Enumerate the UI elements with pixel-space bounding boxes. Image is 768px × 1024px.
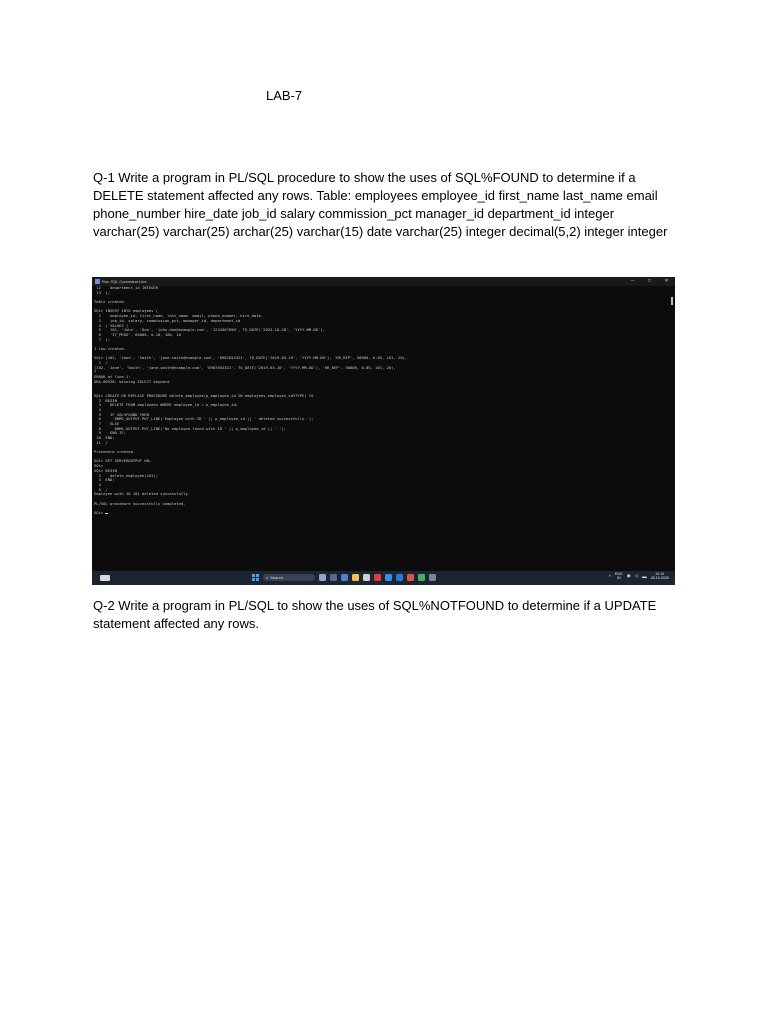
- browser-icon[interactable]: [418, 574, 425, 581]
- console-line: 2 delete_employee(101);: [94, 472, 159, 478]
- console-output: [94, 286, 669, 571]
- scrollbar[interactable]: [671, 297, 673, 305]
- terminal-app-icon[interactable]: [429, 574, 436, 581]
- console-line: SQL> INSERT INTO employees (: [94, 308, 159, 314]
- console-line: SQL> BEGIN: [94, 467, 117, 473]
- console-line: 5 /: [94, 486, 108, 492]
- console-line: 4 ) VALUES (: [94, 322, 129, 328]
- console-line: 4: [94, 481, 101, 487]
- language-indicator[interactable]: ENG IN: [614, 572, 623, 581]
- console-line: Table created.: [94, 299, 127, 305]
- console-line: SQL>: [94, 511, 669, 516]
- taskbar-apps: [252, 574, 436, 581]
- console-line: Procedure created.: [94, 449, 136, 455]
- console-line: 13 );: [94, 289, 111, 295]
- console-line: 3 DELETE FROM employees WHERE employee_id = p_employee_id;: [94, 402, 239, 408]
- store-icon[interactable]: [396, 574, 403, 581]
- page-title: LAB-7: [266, 88, 303, 103]
- console-line: SQL> (102, 'Jane', 'Smith', 'jane.smith@example.com', '0987654321', TO_DATE('2019-03-10', 'YYYY-MM-DD'), 'HR_REP', 50000, 0.05, 101, 20),: [94, 355, 408, 361]
- console-line: 1 row created.: [94, 345, 127, 351]
- minimize-icon[interactable]: ─: [630, 278, 635, 284]
- start-icon[interactable]: [252, 574, 259, 581]
- console-line: 2 BEGIN: [94, 397, 117, 403]
- widgets-icon[interactable]: [100, 575, 110, 581]
- console-line: (102, 'Jane', 'Smith', 'jane.smith@example.com', '0987654321', TO_DATE('2019-03-10', 'YYYY-MM-DD'), 'HR_REP', 50000, 0.05, 101, 20),: [94, 364, 396, 370]
- clock[interactable]: 10:10 28-10-2025: [650, 572, 669, 581]
- copilot-icon[interactable]: [319, 574, 326, 581]
- maximize-icon[interactable]: □: [647, 278, 652, 284]
- console-line: 7 );: [94, 336, 111, 342]
- console-line: 8 DBMS_OUTPUT.PUT_LINE('No employee found with ID ' || p_employee_id || '.');: [94, 425, 287, 431]
- console-line: ORA-00928: missing SELECT keyword: [94, 378, 170, 384]
- taskbar-search[interactable]: [263, 574, 315, 581]
- taskbar: [92, 571, 675, 585]
- console-line: 12 department_id INTEGER: [94, 286, 159, 290]
- question-2: Q-2 Write a program in PL/SQL to show the uses of SQL%NOTFOUND to determine if a UPDATE statement affected any rows.: [93, 598, 657, 631]
- console-line: PL/SQL procedure successfully completed.: [94, 500, 186, 506]
- terminal-screenshot: [92, 277, 675, 585]
- console-line: SQL> SET SERVEROUTPUT ON;: [94, 458, 152, 464]
- chrome-icon[interactable]: [407, 574, 414, 581]
- close-icon[interactable]: ✕: [664, 278, 669, 284]
- edge-icon[interactable]: [385, 574, 392, 581]
- window-titlebar: [92, 277, 675, 286]
- console-line: 4: [94, 406, 101, 412]
- console-line: 5 IF SQL%FOUND THEN: [94, 411, 149, 417]
- console-line: 3 job_id, salary, commission_pct, manager_id, department_id: [94, 317, 241, 323]
- teams-icon[interactable]: [341, 574, 348, 581]
- console-line: 2 employee_id, first_name, last_name, email, phone_number, hire_date,: [94, 313, 264, 319]
- search-icon: ⌕: [266, 575, 269, 580]
- console-line: 5 101, 'John', 'Doe', 'john.doe@example.com', '1234567890', TO_DATE('2025-10-28', 'YYYY-MM-DD'),: [94, 327, 325, 333]
- console-line: 2 /: [94, 360, 108, 365]
- console-line: SQL> CREATE OR REPLACE PROCEDURE delete_employee(p_employee_id IN employees.employee_id%TYPE) IS: [94, 392, 314, 398]
- chevron-up-icon[interactable]: ^: [608, 573, 611, 579]
- wifi-icon[interactable]: ◉: [626, 573, 631, 579]
- question-1: Q-1 Write a program in PL/SQL procedure to show the uses of SQL%FOUND to determine if a DELETE statement affected any rows. Table: employees employee_id first_name last_name email phone_number hire_date job_id salary commission_pct manager_id department_id integer varchar(25) varchar(25) archar(25) varchar(15) date varchar(25) integer decimal(5,2) integer integer: [93, 170, 668, 239]
- console-line: 3 END;: [94, 477, 115, 483]
- window-title: Run SQL Command Line: [102, 279, 147, 284]
- console-line: 7 ELSE: [94, 420, 120, 426]
- console-line: ERROR at line 1:: [94, 374, 131, 380]
- console-line: SQL>: [94, 463, 104, 469]
- search-label: Search: [270, 575, 283, 580]
- console-line: *: [94, 369, 97, 375]
- volume-icon[interactable]: ◁: [634, 573, 639, 579]
- battery-icon[interactable]: ▬: [642, 573, 647, 579]
- youtube-icon[interactable]: [374, 574, 381, 581]
- app-icon[interactable]: [363, 574, 370, 581]
- console-line: Employee with ID 101 deleted successfully.: [94, 491, 191, 497]
- console-line: 6 DBMS_OUTPUT.PUT_LINE('Employee with ID ' || p_employee_id || ' deleted successfully.');: [94, 416, 314, 422]
- system-tray: [609, 572, 669, 580]
- text-cursor: [105, 513, 108, 514]
- console-line: 6 'IT_PROG', 60000, 0.10, 100, 10: [94, 331, 181, 337]
- sql-window-icon: [95, 279, 100, 284]
- console-line: 9 END IF;: [94, 430, 127, 436]
- console-line: 11 /: [94, 439, 108, 445]
- console-line: 10 END;: [94, 435, 115, 440]
- file-explorer-icon[interactable]: [352, 574, 359, 581]
- task-view-icon[interactable]: [330, 574, 337, 581]
